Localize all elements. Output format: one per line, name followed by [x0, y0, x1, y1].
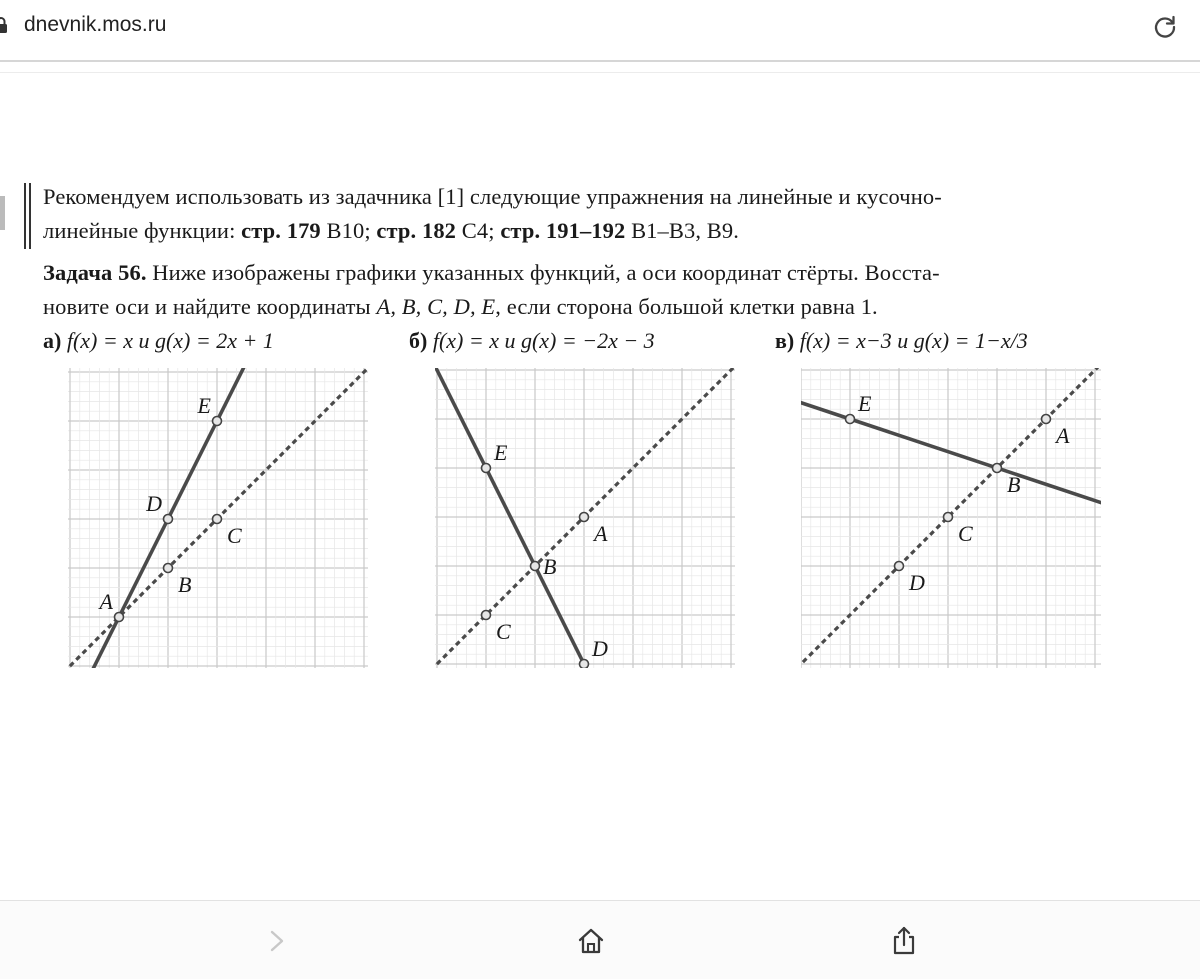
point-d-marker [164, 515, 173, 524]
task-line-2 [43, 290, 940, 324]
point-d-marker [580, 660, 589, 669]
point-c-marker [944, 513, 953, 522]
margin-bar [24, 183, 26, 249]
point-c-label: C [227, 523, 242, 548]
recommendation-line-2 [43, 214, 942, 248]
recommendation-line-1: Рекомендуем использовать из задачника [1] следующие упражнения на линейные и кусочно- [43, 184, 942, 209]
point-a-marker [580, 513, 589, 522]
point-e-marker [482, 464, 491, 473]
graph-b [435, 368, 735, 668]
point-c-marker [213, 515, 222, 524]
point-b-label: B [1007, 472, 1021, 497]
page-ref-1: стр. 179 [241, 218, 321, 243]
chevron-right-icon[interactable] [262, 925, 292, 957]
recommendation-paragraph [43, 180, 942, 248]
point-e-label: E [858, 391, 872, 416]
caption-c [775, 328, 1028, 354]
task-text-3: , если сторона большой клетки равна 1. [495, 294, 878, 319]
point-a-label: A [1056, 423, 1070, 448]
point-b-marker [993, 464, 1002, 473]
url-text[interactable]: dnevnik.mos.ru [24, 13, 167, 36]
task-line-1 [43, 256, 940, 290]
margin-bar [29, 183, 31, 249]
recommendation-prefix: линейные функции: [43, 218, 242, 243]
point-a-label: A [99, 589, 113, 614]
caption-b-formula: f(x) = x и g(x) = −2x − 3 [432, 328, 655, 353]
task-points: A, B, C, D, E [376, 294, 496, 319]
task-text-1: Ниже изображены графики указанных функций, а оси координат стёрты. Восста- [146, 260, 940, 285]
point-a-marker [115, 613, 124, 622]
share-icon[interactable] [889, 925, 919, 957]
caption-a [43, 328, 274, 354]
point-b-label: B [543, 554, 557, 579]
graph-a [68, 368, 368, 668]
bottom-toolbar [0, 900, 1200, 979]
point-b-label: B [178, 572, 192, 597]
caption-a-label: а) [43, 328, 62, 353]
caption-c-label: в) [775, 328, 795, 353]
point-a-label: A [594, 521, 608, 546]
point-d-marker [895, 562, 904, 571]
exercise-ref-3: В1–В3, В9. [625, 218, 739, 243]
page-ref-2: стр. 182 [376, 218, 457, 243]
caption-b [409, 328, 655, 354]
point-e-marker [846, 415, 855, 424]
point-d-label: D [146, 491, 162, 516]
page-edge-mark [0, 196, 5, 230]
point-c-label: C [958, 521, 973, 546]
graph-c [801, 368, 1101, 668]
point-b-marker [164, 564, 173, 573]
point-e-label: E [494, 440, 508, 465]
exercise-ref-2: С4; [456, 218, 501, 243]
page-ref-3: стр. 191–192 [500, 218, 626, 243]
caption-c-formula: f(x) = x−3 и g(x) = 1−x/3 [799, 328, 1028, 353]
task-text-2: новите оси и найдите координаты [43, 294, 377, 319]
point-d-label: D [909, 570, 925, 595]
graph-a-svg [68, 368, 368, 668]
point-d-label: D [592, 636, 608, 661]
graph-b-svg [435, 368, 735, 668]
margin-note-bars [24, 183, 32, 249]
exercise-ref-1: В10; [320, 218, 377, 243]
point-c-label: C [496, 619, 511, 644]
point-a-marker [1042, 415, 1051, 424]
graph-c-svg [801, 368, 1101, 668]
task-title: Задача 56. [43, 260, 147, 285]
task-paragraph [43, 256, 940, 324]
point-e-marker [213, 417, 222, 426]
point-e-label: E [197, 393, 211, 418]
point-b-marker [531, 562, 540, 571]
home-icon[interactable] [576, 925, 606, 957]
point-c-marker [482, 611, 491, 620]
caption-a-formula: f(x) = x и g(x) = 2x + 1 [66, 328, 274, 353]
caption-b-label: б) [409, 328, 428, 353]
